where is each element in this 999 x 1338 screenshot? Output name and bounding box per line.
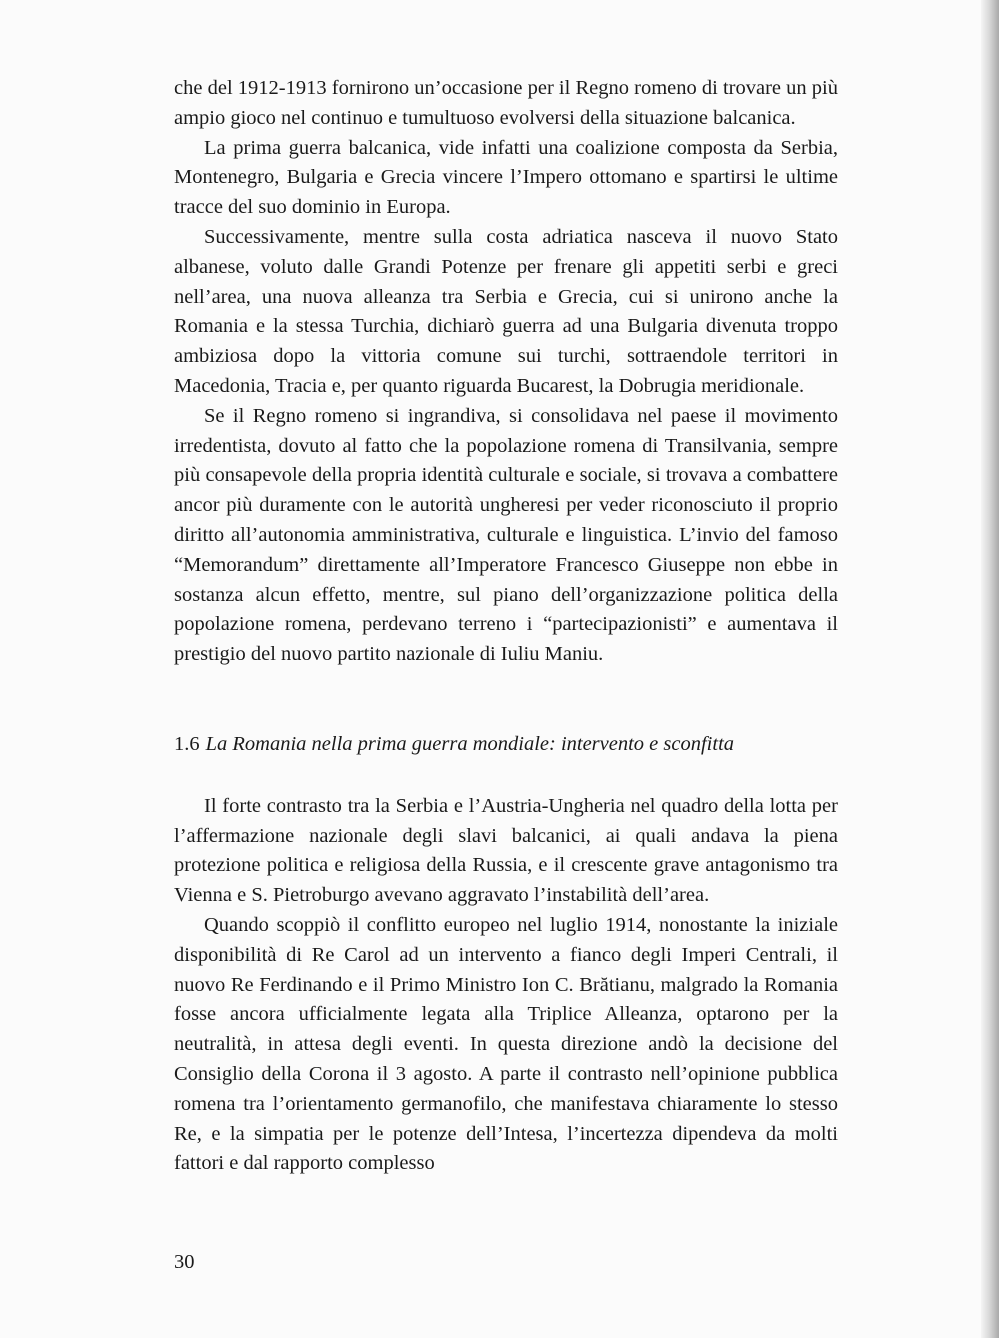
section-heading (174, 730, 838, 760)
paragraph: Il forte contrasto tra la Serbia e l’Austria-Ungheria nel quadro della lotta per l’affermazione nazionale degli slavi balcanici, ai quali andava la piena protezione politica e religiosa della Russia, e il crescente grave antagonismo tra Vienna e S. Pietroburgo avevano aggravato l’instabilità dell’area. (174, 794, 838, 907)
section-number: 1.6 (174, 732, 200, 755)
paragraph: Se il Regno romeno si ingrandiva, si consolidava nel paese il movimento irredentista, dovuto al fatto che la popolazione romena di Transilvania, sempre più consapevole della propria identità culturale e sociale, si trovava a combattere ancor più duramente con le autorità ungheresi per veder riconosciuto il proprio diritto all’autonomia amministrativa, culturale e linguistica. L’invio del famoso “Memorandum” direttamente all’Imperatore Francesco Giuseppe non ebbe in sostanza alcun effetto, mentre, sul piano dell’organizzazione politica della popolazione romena, perdevano terreno i “partecipazionisti” e aumentava il prestigio del nuovo partito nazionale di Iuliu Maniu. (174, 404, 838, 666)
paragraph: La prima guerra balcanica, vide infatti una coalizione composta da Serbia, Montenegro, Bulgaria e Grecia vincere l’Impero ottomano e spartirsi le ultime tracce del suo dominio in Europa. (174, 136, 838, 219)
page-body (174, 74, 838, 1179)
section-title: La Romania nella prima guerra mondiale: intervento e sconfitta (205, 732, 735, 755)
paragraph: che del 1912-1913 fornirono un’occasione per il Regno romeno di trovare un più ampio gioco nel continuo e tumultuoso evolversi della situazione balcanica. (174, 77, 838, 129)
page-number: 30 (174, 1251, 195, 1273)
paragraph: Successivamente, mentre sulla costa adriatica nasceva il nuovo Stato albanese, voluto dalle Grandi Potenze per frenare gli appetiti serbi e greci nell’area, una nuova alleanza tra Serbia e Grecia, cui si unirono anche la Romania e la stessa Turchia, dichiarò guerra ad una Bulgaria divenuta troppo ambiziosa dopo la vittoria comune sui turchi, sottraendole territori in Macedonia, Tracia e, per quanto riguarda Bucarest, la Dobrugia meridionale. (174, 225, 838, 397)
paragraph: Quando scoppiò il conflitto europeo nel luglio 1914, nonostante la iniziale disponibilità di Re Carol ad un intervento a fianco degli Imperi Centrali, il nuovo Re Ferdinando e il Primo Ministro Ion C. Brătianu, malgrado la Romania fosse ancora ufficialmente legata alla Triplice Alleanza, optarono per la neutralità, in attesa degli eventi. In questa direzione andò la decisione del Consiglio della Corona il 3 agosto. A parte il contrasto nell’opinione pubblica romena tra l’orientamento germanofilo, che manifestava chiaramente lo stesso Re, e la simpatia per le potenze dell’Intesa, l’incertezza dipendeva da molti fattori e dal rapporto complesso (174, 913, 838, 1175)
page-edge-shadow (981, 0, 999, 1338)
